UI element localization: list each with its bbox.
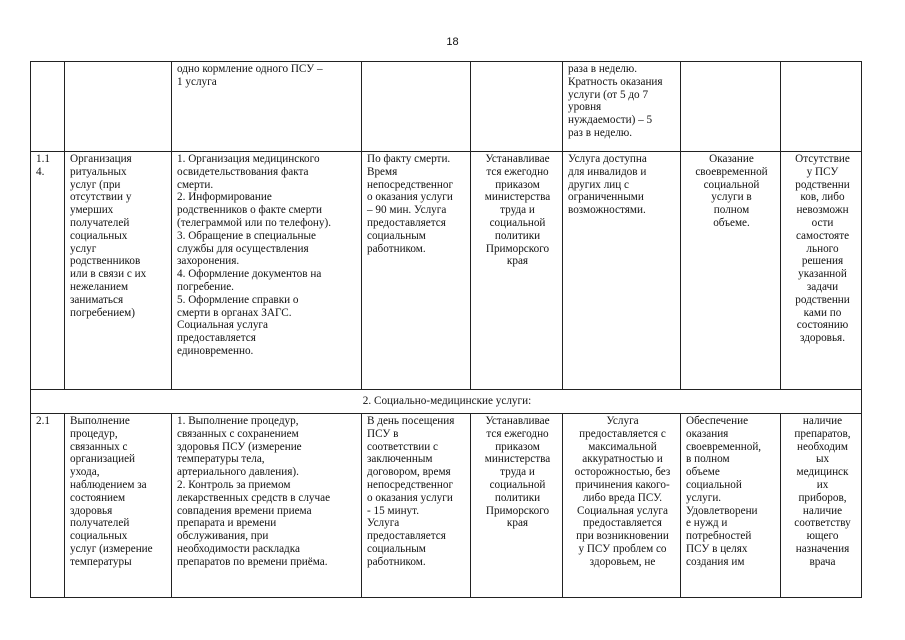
- cell-line: смерти.: [177, 178, 214, 191]
- cell-line: наличие: [802, 415, 843, 427]
- cell-line: их: [816, 478, 829, 491]
- cell-line: Социальная услуга: [177, 319, 268, 332]
- cell-num: [31, 62, 65, 152]
- cell-line: заниматься: [70, 293, 124, 306]
- cell-line: 2. Контроль за приемом: [177, 478, 291, 491]
- table-row-continuation: [31, 62, 862, 152]
- cell-line: министерства: [484, 453, 551, 466]
- cell-num: [31, 152, 65, 390]
- cell-line: По факту смерти.: [367, 153, 451, 165]
- cell-line: медицинск: [796, 466, 849, 479]
- cell-line: 4.: [36, 165, 45, 178]
- cell-line: предоставляется: [583, 517, 662, 530]
- cell-line: организацией: [70, 453, 136, 466]
- cell-line: умерших: [70, 204, 114, 217]
- cell-line: в полном: [686, 453, 730, 466]
- cell-description: [172, 62, 362, 152]
- cell-line: получателей: [70, 216, 130, 229]
- cell-line: 2.1: [36, 415, 50, 427]
- cell-line: объеме.: [713, 216, 750, 229]
- section-header-row: [31, 390, 862, 414]
- cell-line: Устанавливае: [485, 415, 550, 427]
- section-header: 2. Социально-медицинские услуги:: [31, 390, 862, 414]
- cell-line: 2. Информирование: [177, 191, 272, 204]
- cell-line: 3. Обращение в специальные: [177, 229, 317, 242]
- cell-line: Организация: [70, 153, 132, 165]
- cell-line: приказом: [495, 440, 540, 453]
- cell-result: [681, 62, 781, 152]
- cell-line: необходим: [796, 440, 848, 453]
- cell-line: родственни: [795, 293, 850, 306]
- cell-line: потребностей: [686, 530, 752, 543]
- cell-line: здоровья.: [799, 332, 846, 345]
- cell-line: ками по: [803, 306, 842, 319]
- cell-line: необходимости раскладка: [177, 542, 300, 555]
- cell-line: артериального давления).: [177, 466, 299, 479]
- cell-line: 1. Организация медицинского: [177, 153, 320, 165]
- cell-line: создания им: [686, 555, 745, 568]
- cell-line: (телеграммой или по телефону).: [177, 216, 332, 229]
- cell-line: наличие: [802, 504, 843, 517]
- cell-term: [362, 62, 471, 152]
- cell-line: захоронения.: [177, 255, 240, 268]
- cell-line: одно кормление одного ПСУ –: [177, 63, 323, 75]
- cell-line: аккуратностью и: [582, 453, 663, 466]
- cell-line: оказания: [686, 427, 729, 440]
- cell-line: у ПСУ проблем со: [578, 542, 667, 555]
- cell-line: погребением): [70, 306, 135, 319]
- cell-line: соответству: [794, 517, 851, 530]
- cell-criteria: [781, 414, 862, 598]
- cell-line: или в связи с их: [70, 268, 147, 281]
- cell-line: предоставляется с: [579, 427, 666, 440]
- cell-line: е нужд и: [686, 517, 728, 530]
- cell-tariff: [471, 62, 563, 152]
- cell-line: состоянию: [796, 319, 849, 332]
- cell-line: решения: [801, 255, 844, 268]
- cell-line: ухода,: [70, 466, 100, 479]
- cell-line: процедур,: [70, 427, 118, 440]
- cell-line: социальной: [703, 178, 760, 191]
- cell-line: возможностями.: [568, 204, 646, 217]
- cell-line: получателей: [70, 517, 130, 530]
- cell-description: [172, 414, 362, 598]
- cell-line: Оказание: [709, 153, 754, 165]
- cell-criteria: [781, 62, 862, 152]
- cell-line: освидетельствования факта: [177, 165, 309, 178]
- cell-line: здоровья ПСУ (измерение: [177, 440, 302, 453]
- cell-line: своевременной: [695, 165, 768, 178]
- cell-line: непосредственног: [367, 478, 454, 491]
- cell-line: работником.: [367, 555, 426, 568]
- cell-line: ющего: [806, 530, 839, 543]
- cell-line: услуг (измерение: [70, 542, 153, 555]
- cell-line: для инвалидов и: [568, 165, 647, 178]
- cell-line: - 15 минут.: [367, 504, 419, 517]
- cell-line: соответствии с: [367, 440, 438, 453]
- cell-line: своевременной,: [686, 440, 762, 453]
- cell-line: связанных с: [70, 440, 128, 453]
- cell-line: Социальная услуга: [577, 504, 668, 517]
- cell-description: [172, 152, 362, 390]
- cell-result: [681, 152, 781, 390]
- cell-name: [65, 152, 172, 390]
- cell-line: министерства: [484, 191, 551, 204]
- cell-line: погребение.: [177, 280, 234, 293]
- cell-line: нуждаемости) – 5: [568, 114, 653, 127]
- cell-conditions: [563, 152, 681, 390]
- cell-line: либо вреда ПСУ.: [582, 491, 663, 504]
- cell-line: наблюдением за: [70, 478, 147, 491]
- cell-line: лекарственных средств в случае: [177, 491, 331, 504]
- cell-line: – 90 мин. Услуга: [367, 204, 447, 217]
- cell-line: социальных: [70, 530, 128, 543]
- cell-line: политики: [494, 229, 541, 242]
- cell-line: 4. Оформление документов на: [177, 268, 322, 281]
- cell-line: непосредственног: [367, 178, 454, 191]
- cell-line: службы для осуществления: [177, 242, 309, 255]
- cell-line: 5. Оформление справки о: [177, 293, 299, 306]
- cell-line: Отсутствие: [795, 153, 850, 165]
- cell-line: Кратность оказания: [568, 75, 663, 88]
- cell-line: труда и: [500, 204, 535, 217]
- cell-line: Приморского: [485, 242, 550, 255]
- cell-line: уровня: [568, 101, 602, 114]
- cell-line: ков, либо: [800, 191, 845, 204]
- cell-line: льного: [806, 242, 839, 255]
- cell-line: Выполнение: [70, 415, 130, 427]
- cell-line: предоставляется: [367, 530, 446, 543]
- cell-line: услуги.: [686, 491, 722, 504]
- cell-line: отсутствии у: [70, 191, 132, 204]
- cell-term: [362, 152, 471, 390]
- cell-line: тся ежегодно: [486, 427, 549, 440]
- cell-line: препаратов по времени приёма.: [177, 555, 328, 568]
- cell-line: тся ежегодно: [486, 165, 549, 178]
- cell-line: объеме: [686, 466, 720, 479]
- cell-line: ПСУ в: [367, 427, 399, 440]
- cell-line: ости: [811, 216, 834, 229]
- cell-line: назначения: [795, 542, 850, 555]
- cell-line: о оказания услуги: [367, 491, 453, 504]
- cell-line: ритуальных: [70, 165, 127, 178]
- cell-term: [362, 414, 471, 598]
- cell-line: родственников о факте смерти: [177, 204, 322, 217]
- cell-line: Время: [367, 165, 398, 178]
- cell-line: Услуга: [606, 415, 639, 427]
- cell-line: полном: [713, 204, 750, 217]
- cell-line: Услуга: [367, 517, 400, 530]
- cell-line: края: [506, 255, 529, 268]
- table-row-2-1: [31, 414, 862, 598]
- cell-line: максимальной: [588, 440, 657, 453]
- cell-line: предоставляется: [177, 332, 256, 345]
- cell-line: препаратов,: [794, 427, 851, 440]
- cell-line: нежеланием: [70, 280, 129, 293]
- cell-num: [31, 414, 65, 598]
- cell-conditions: [563, 62, 681, 152]
- cell-line: социальной: [686, 478, 742, 491]
- cell-line: Обеспечение: [686, 415, 749, 427]
- cell-line: самостояте: [795, 229, 850, 242]
- cell-line: 1 услуга: [177, 75, 217, 88]
- cell-line: Удовлетворени: [686, 504, 758, 517]
- cell-line: ограниченными: [568, 191, 644, 204]
- cell-line: врача: [809, 555, 836, 568]
- cell-line: социальным: [367, 229, 426, 242]
- cell-line: договором, время: [367, 466, 451, 479]
- cell-line: раз в неделю.: [568, 126, 633, 139]
- cell-line: указанной: [798, 268, 847, 281]
- cell-line: совпадения времени приема: [177, 504, 312, 517]
- cell-line: политики: [494, 491, 541, 504]
- cell-line: смерти в органах ЗАГС.: [177, 306, 292, 319]
- cell-line: приказом: [495, 178, 540, 191]
- table-row-1-14: [31, 152, 862, 390]
- cell-line: у ПСУ: [806, 165, 839, 178]
- cell-result: [681, 414, 781, 598]
- cell-line: В день посещения: [367, 415, 455, 427]
- page-number: 18: [446, 36, 459, 48]
- cell-line: других лиц с: [568, 178, 630, 191]
- cell-line: социальным: [367, 542, 426, 555]
- cell-line: заключенным: [367, 453, 433, 466]
- cell-line: раза в неделю.: [568, 63, 638, 75]
- cell-line: невозможн: [796, 204, 849, 217]
- cell-line: услуг (при: [70, 178, 121, 191]
- cell-line: температуры тела,: [177, 453, 265, 466]
- cell-line: единовременно.: [177, 344, 254, 357]
- cell-line: родственни: [795, 178, 850, 191]
- cell-line: обслуживания, при: [177, 530, 269, 543]
- cell-line: здоровьем, не: [589, 555, 656, 568]
- cell-line: 1. Выполнение процедур,: [177, 415, 299, 427]
- cell-tariff: [471, 414, 563, 598]
- cell-line: социальных: [70, 229, 128, 242]
- cell-line: ых: [815, 453, 830, 466]
- cell-line: приборов,: [798, 491, 847, 504]
- cell-line: услуги (от 5 до 7: [568, 88, 649, 101]
- cell-line: связанных с сохранением: [177, 427, 299, 440]
- cell-criteria: [781, 152, 862, 390]
- cell-line: температуры: [70, 555, 132, 568]
- cell-line: услуги в: [711, 191, 752, 204]
- cell-line: состоянием: [70, 491, 126, 504]
- cell-line: предоставляется: [367, 216, 446, 229]
- cell-line: осторожностью, без: [574, 466, 671, 479]
- cell-line: Приморского: [485, 504, 550, 517]
- cell-line: Устанавливае: [485, 153, 550, 165]
- cell-tariff: [471, 152, 563, 390]
- cell-line: услуг: [70, 242, 97, 255]
- cell-line: 1.1: [36, 153, 50, 165]
- cell-line: препарата и времени: [177, 517, 277, 530]
- cell-line: края: [506, 517, 529, 530]
- cell-line: здоровья: [70, 504, 113, 517]
- cell-name: [65, 414, 172, 598]
- cell-line: ПСУ в целях: [686, 542, 748, 555]
- services-table: [30, 61, 862, 598]
- cell-line: причинения какого-: [575, 478, 670, 491]
- cell-conditions: [563, 414, 681, 598]
- cell-line: работником.: [367, 242, 426, 255]
- cell-line: труда и: [500, 466, 535, 479]
- cell-line: при возникновении: [576, 530, 669, 543]
- cell-line: социальной: [489, 478, 546, 491]
- cell-line: Услуга доступна: [568, 153, 647, 165]
- cell-line: задачи: [806, 280, 839, 293]
- cell-line: социальной: [489, 216, 546, 229]
- cell-line: о оказания услуги: [367, 191, 453, 204]
- cell-name: [65, 62, 172, 152]
- cell-line: родственников: [70, 255, 141, 268]
